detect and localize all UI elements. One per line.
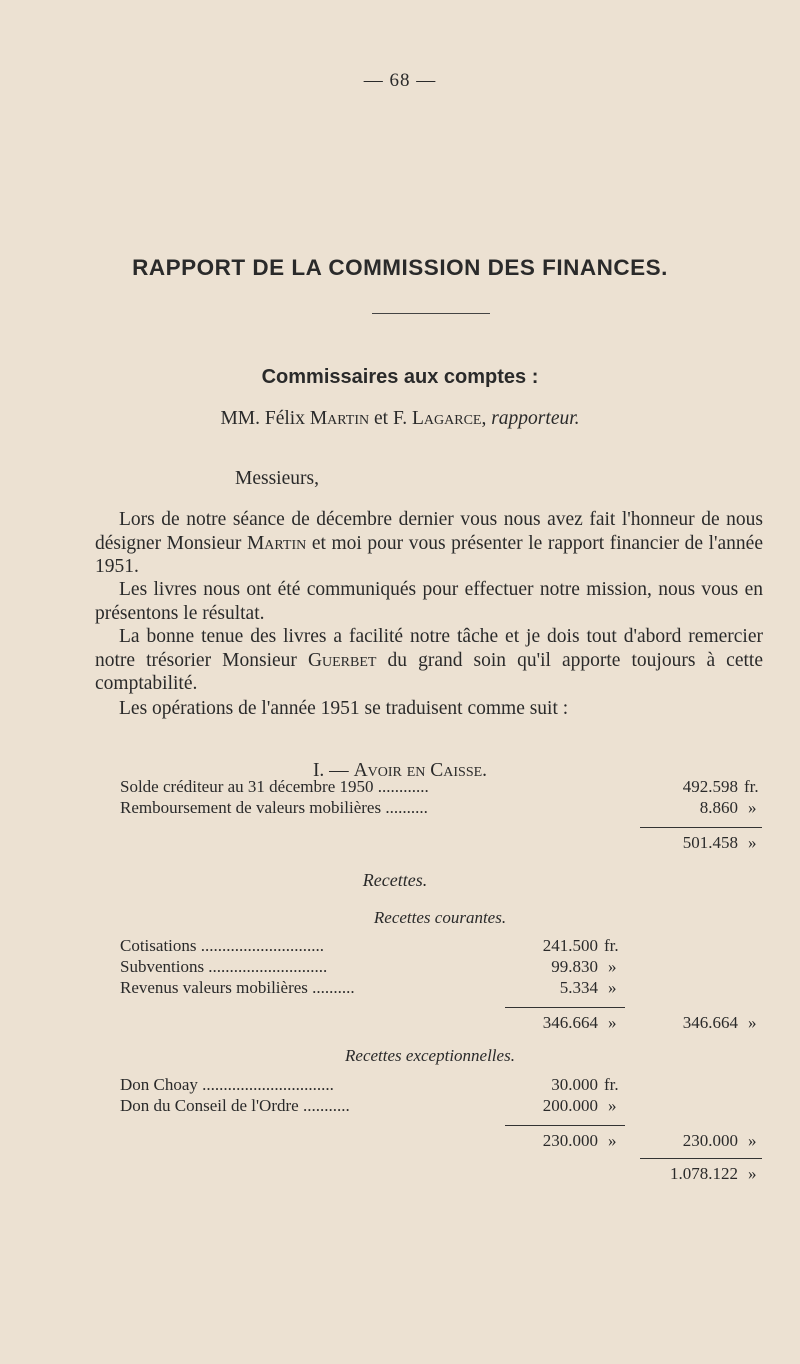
p2-text: Les livres nous ont été communiqués pour effectuer notre mission, nous vous en présentons le résultat.: [95, 579, 763, 624]
recettes-exceptionnelles-heading: Recettes exceptionnelles.: [345, 1046, 515, 1065]
courantes-row-unit: fr.: [604, 936, 619, 955]
section-title: Avoir en Caisse.: [353, 760, 488, 781]
avoir-row-unit: »: [748, 798, 757, 817]
grand-total-rule: [640, 1158, 762, 1159]
avoir-row-label: Solde créditeur au 31 décembre 1950 ............: [120, 777, 429, 796]
exceptionnelles-carried-value: 230.000: [682, 1131, 738, 1150]
exceptionnelles-row-unit: fr.: [604, 1075, 619, 1094]
courantes-row-label: Revenus valeurs mobilières ..........: [120, 978, 355, 997]
courantes-row-unit: »: [608, 957, 617, 976]
p1-text-b: et moi pour vous présenter le rapport financier de l'année 1951.: [95, 532, 763, 577]
courantes-row-value: 241.500: [542, 936, 598, 955]
paragraph-1: [95, 508, 763, 579]
paragraph-3: [95, 625, 763, 696]
exceptionnelles-row-label: Don Choay ...............................: [120, 1075, 334, 1094]
p3-name: Guerbet: [307, 649, 377, 671]
paragraph-2: [95, 578, 763, 625]
exceptionnelles-row-value: 200.000: [542, 1096, 598, 1115]
grand-total-value: 1.078.122: [670, 1164, 738, 1183]
courantes-row-label: Cotisations .............................: [120, 936, 325, 955]
recettes-courantes-heading: Recettes courantes.: [373, 908, 507, 927]
courantes-total-unit: »: [608, 1013, 617, 1032]
avoir-row-label: Remboursement de valeurs mobilières ..........: [120, 798, 428, 817]
commissioner-role: rapporteur.: [491, 408, 580, 429]
p1-name: Martin: [246, 532, 307, 554]
p3-text-b: du grand soin qu'il apporte toujours à cette comptabilité.: [95, 649, 763, 694]
avoir-row-unit: fr.: [744, 777, 759, 796]
avoir-total-unit: »: [748, 833, 757, 852]
avoir-row-value: 492.598: [682, 777, 738, 796]
title-divider: [372, 313, 490, 314]
courantes-carried-unit: »: [748, 1013, 757, 1032]
grand-total-unit: »: [748, 1164, 757, 1183]
exceptionnelles-row-value: 30.000: [551, 1075, 598, 1094]
commissioners-mid: et F.: [369, 408, 412, 429]
courantes-row-label: Subventions ............................: [120, 957, 328, 976]
report-title: RAPPORT DE LA COMMISSION DES FINANCES.: [132, 255, 668, 280]
exceptionnelles-row-unit: »: [608, 1096, 617, 1115]
salutation: Messieurs,: [235, 468, 319, 489]
commissioners-suffix: ,: [481, 408, 492, 429]
section-subtitle: Commissaires aux comptes :: [261, 366, 539, 388]
courantes-row-value: 5.334: [559, 978, 598, 997]
section-number: I. —: [312, 760, 354, 781]
courantes-total-rule: [505, 1007, 625, 1008]
page-number: — 68 —: [363, 70, 437, 91]
p1-text-a: Lors de notre séance de décembre dernier vous nous avez fait l'honneur de nous désigner Monsieur: [95, 509, 763, 554]
avoir-row-value: 8.860: [699, 798, 738, 817]
exceptionnelles-row-label: Don du Conseil de l'Ordre ...........: [120, 1096, 350, 1115]
commissioner-name-1: Martin: [309, 408, 370, 429]
courantes-total-value: 346.664: [542, 1013, 598, 1032]
recettes-heading: Recettes.: [362, 870, 428, 890]
exceptionnelles-total-value: 230.000: [542, 1131, 598, 1150]
paragraph-4: [95, 697, 763, 721]
commissioner-name-2: Lagarce: [411, 408, 482, 429]
avoir-total-value: 501.458: [682, 833, 738, 852]
avoir-total-rule: [640, 827, 762, 828]
p4-text: Les opérations de l'année 1951 se traduisent comme suit :: [119, 698, 569, 719]
commissioners-line: [0, 408, 800, 430]
exceptionnelles-total-unit: »: [608, 1131, 617, 1150]
courantes-row-unit: »: [608, 978, 617, 997]
courantes-row-value: 99.830: [551, 957, 598, 976]
exceptionnelles-carried-unit: »: [748, 1131, 757, 1150]
courantes-carried-value: 346.664: [682, 1013, 738, 1032]
p3-text-a: La bonne tenue des livres a facilité notre tâche et je dois tout d'abord remercier notre trésorier Monsieur: [95, 626, 763, 671]
exceptionnelles-total-rule: [505, 1125, 625, 1126]
commissioners-prefix: MM. Félix: [220, 408, 310, 429]
